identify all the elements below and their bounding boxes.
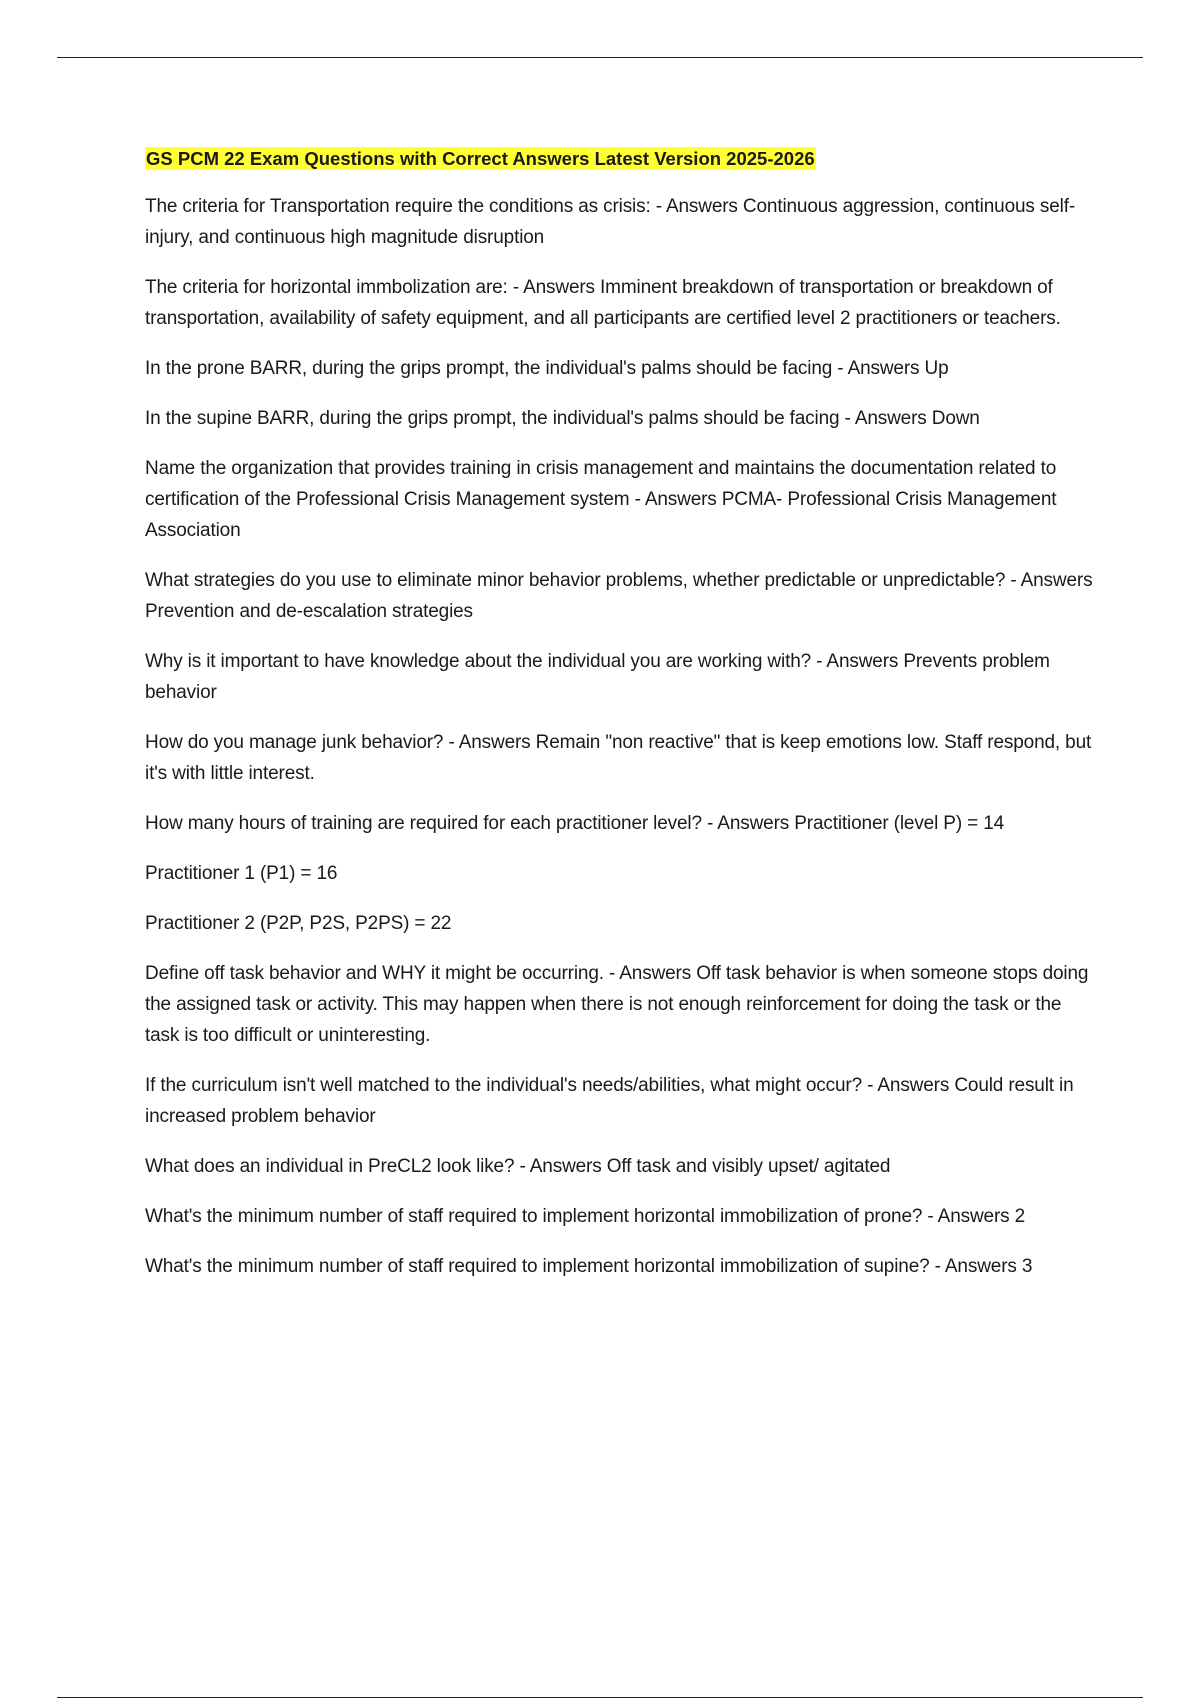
document-body: [145, 144, 1100, 1301]
qa-paragraph-16: What's the minimum number of staff required to implement horizontal immobilization of supine? - Answers 3: [145, 1256, 1033, 1277]
qa-paragraph-11: Practitioner 2 (P2P, P2S, P2PS) = 22: [145, 913, 452, 934]
qa-paragraph-6: What strategies do you use to eliminate minor behavior problems, whether predictable or unpredictable? - Answers Prevention and de-escalation strategies: [145, 570, 1093, 622]
qa-paragraph-13: If the curriculum isn't well matched to the individual's needs/abilities, what might occur? - Answers Could result in increased problem behavior: [145, 1075, 1074, 1127]
qa-paragraph-3: In the prone BARR, during the grips prompt, the individual's palms should be facing - Answers Up: [145, 358, 949, 379]
qa-paragraph-4: In the supine BARR, during the grips prompt, the individual's palms should be facing - Answers Down: [145, 408, 980, 429]
qa-paragraph-9: How many hours of training are required for each practitioner level? - Answers Practitioner (level P) = 14: [145, 813, 1005, 834]
document-title: [145, 144, 1100, 174]
document-title-text: GS PCM 22 Exam Questions with Correct Answers Latest Version 2025-2026: [146, 148, 815, 169]
qa-paragraph-12: Define off task behavior and WHY it might be occurring. - Answers Off task behavior is when someone stops doing the assigned task or activity. This may happen when there is not enough reinforcement for doing the task or the task is too difficult or uninteresting.: [145, 963, 1089, 1046]
qa-paragraph-15: What's the minimum number of staff required to implement horizontal immobilization of prone? - Answers 2: [145, 1206, 1026, 1227]
qa-paragraph-2: The criteria for horizontal immbolization are: - Answers Imminent breakdown of transportation or breakdown of transportation, availability of safety equipment, and all participants are certified level 2 practitioners or teachers.: [145, 277, 1061, 329]
footer-rule: [57, 1697, 1143, 1698]
qa-paragraph-5: Name the organization that provides training in crisis management and maintains the documentation related to certification of the Professional Crisis Management system - Answers PCMA- Professional Crisis Management Association: [145, 458, 1057, 541]
header-rule: [57, 57, 1143, 58]
qa-paragraph-14: What does an individual in PreCL2 look like? - Answers Off task and visibly upset/ agitated: [145, 1156, 891, 1177]
qa-paragraph-10: Practitioner 1 (P1) = 16: [145, 863, 338, 884]
qa-paragraph-8: How do you manage junk behavior? - Answers Remain "non reactive" that is keep emotions low. Staff respond, but it's with little interest.: [145, 732, 1092, 784]
qa-paragraph-7: Why is it important to have knowledge about the individual you are working with? - Answers Prevents problem behavior: [145, 651, 1050, 703]
qa-paragraph-1: The criteria for Transportation require the conditions as crisis: - Answers Continuous aggression, continuous self-injury, and continuous high magnitude disruption: [145, 196, 1076, 248]
